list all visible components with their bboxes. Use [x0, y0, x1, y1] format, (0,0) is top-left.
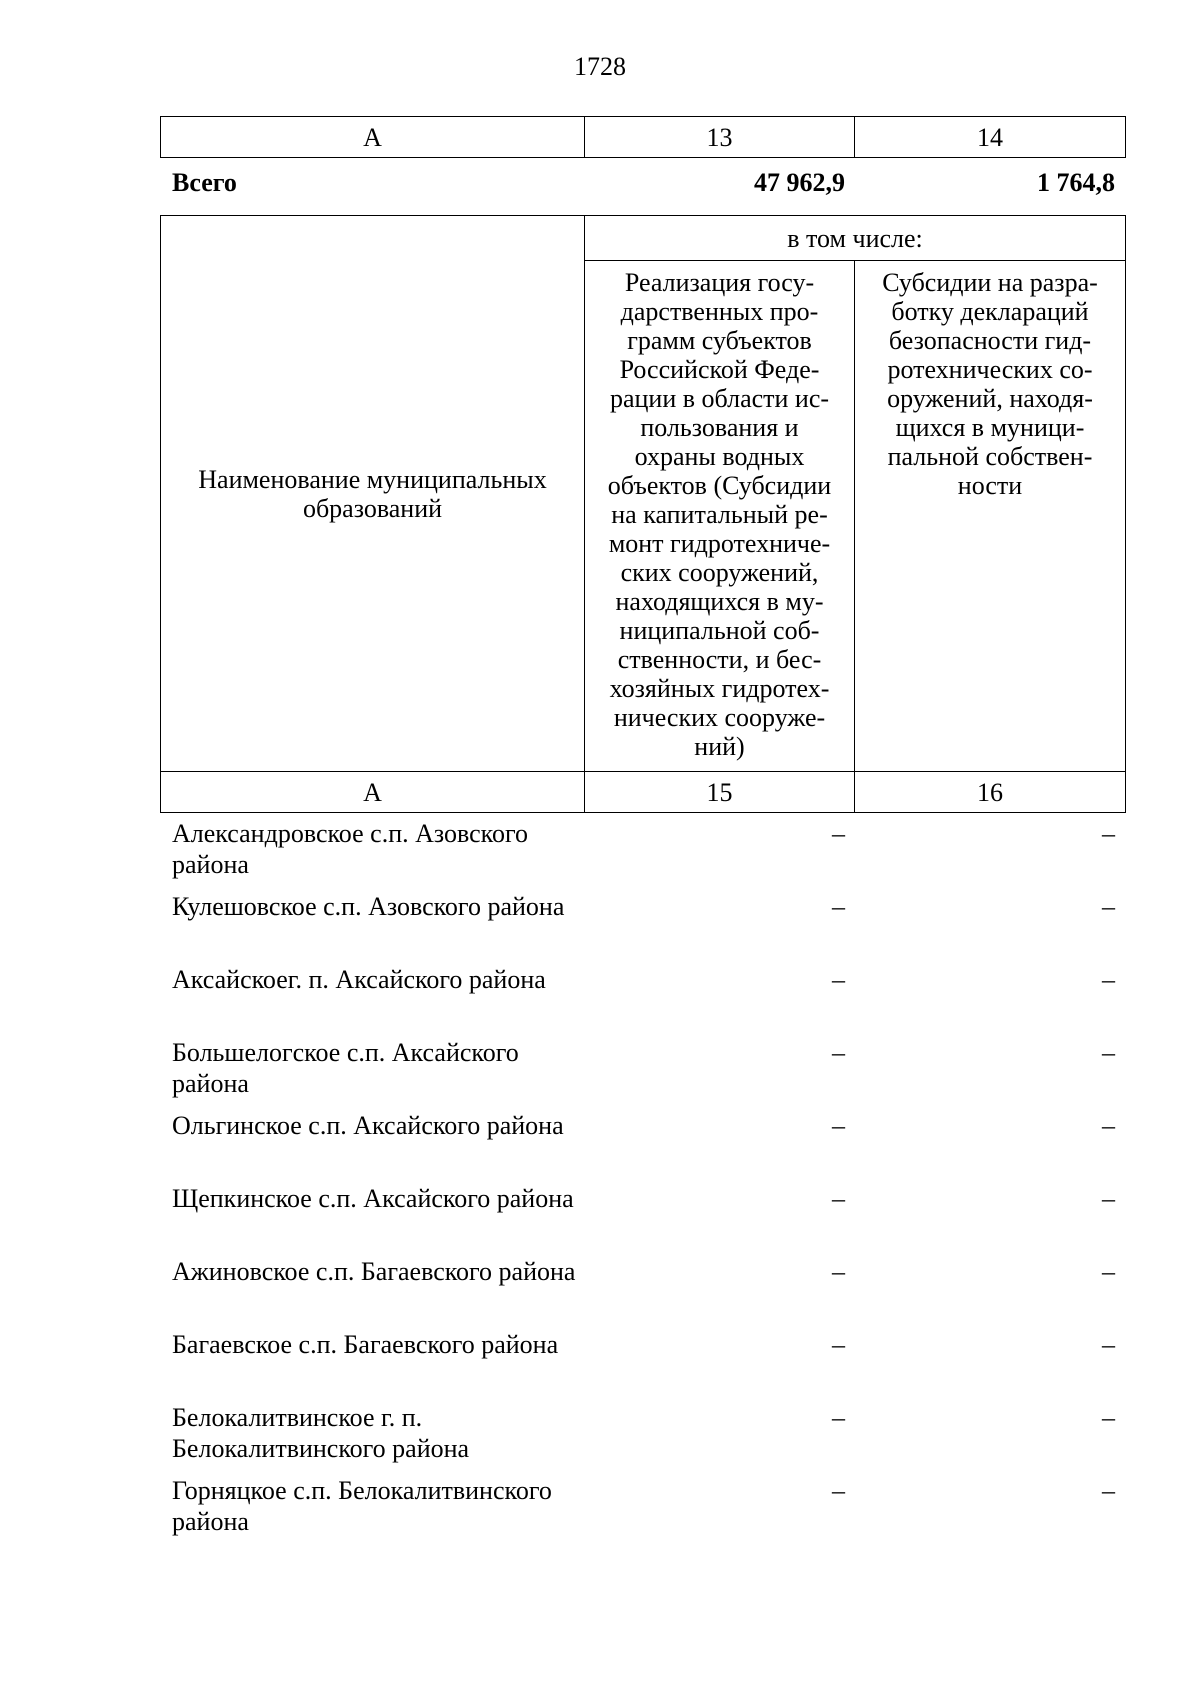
row-value-15: –: [832, 1038, 845, 1067]
row-value-16: –: [1102, 1038, 1115, 1067]
row-name: Белокалитвинское г. п. Белокалитвинского района: [172, 1403, 470, 1463]
row-name: Кулешовское с.п. Азовского района: [172, 892, 565, 921]
table-row: [160, 1475, 1125, 1548]
header-col-16: 16: [855, 772, 1126, 813]
row-name: Багаевское с.п. Багаевского района: [172, 1330, 559, 1359]
total-value-14: 1 764,8: [1037, 168, 1115, 197]
row-value-16: –: [1102, 819, 1115, 848]
column-number-header: [160, 116, 1126, 158]
row-name: Горняцкое с.п. Белокалитвинского района: [172, 1476, 552, 1536]
row-value-16: –: [1102, 1330, 1115, 1359]
row-name: Ольгинское с.п. Аксайского района: [172, 1111, 564, 1140]
table-row: [160, 1183, 1125, 1256]
page-number: 1728: [574, 52, 626, 81]
header-col-15: 15: [585, 772, 855, 813]
table-row: [160, 964, 1125, 1037]
table-row: [160, 1037, 1125, 1110]
row-value-15: –: [832, 819, 845, 848]
row-value-15: –: [832, 1111, 845, 1140]
including-header: в том числе:: [585, 216, 1126, 261]
row-value-15: –: [832, 1330, 845, 1359]
row-value-15: –: [832, 1476, 845, 1505]
row-name: Александровское с.п. Азовского района: [172, 819, 528, 879]
table-row: [160, 1256, 1125, 1329]
row-name: Ажиновское с.п. Багаевского района: [172, 1257, 576, 1286]
table-row: [160, 1329, 1125, 1402]
row-value-16: –: [1102, 1184, 1115, 1213]
row-value-16: –: [1102, 965, 1115, 994]
header-col-a: А: [161, 117, 585, 158]
main-header-table: [160, 215, 1126, 813]
row-value-16: –: [1102, 1476, 1115, 1505]
col-15-title-cell: [585, 261, 855, 772]
name-column-header: [161, 216, 585, 772]
table-row: [160, 1110, 1125, 1183]
row-name: Аксайскоег. п. Аксайского района: [172, 965, 546, 994]
row-value-16: –: [1102, 1111, 1115, 1140]
municipality-list: [160, 818, 1125, 1548]
row-value-15: –: [832, 892, 845, 921]
col-15-title: Реализация госу- дарственных про- грамм субъектов Российской Феде- рации в области ис- пользования и охраны водных объектов (Субсидии на капитальный ре- монт гидротехниче- ских сооружений, находящихся в му- ниципальной соб- ственности, и бес- хозяйных гидротех- нических сооруже- ний): [607, 268, 832, 761]
total-label: Всего: [172, 168, 237, 197]
table-row: [160, 891, 1125, 964]
header-col-13: 13: [585, 117, 855, 158]
row-name: Большелогское с.п. Аксайского района: [172, 1038, 519, 1098]
table-row: [160, 818, 1125, 891]
row-name: Щепкинское с.п. Аксайского района: [172, 1184, 574, 1213]
name-column-header-text: Наименование муниципальных образований: [198, 464, 547, 523]
row-value-15: –: [832, 1257, 845, 1286]
row-value-16: –: [1102, 892, 1115, 921]
table-row: [160, 1402, 1125, 1475]
row-value-16: –: [1102, 1257, 1115, 1286]
row-value-15: –: [832, 965, 845, 994]
row-value-15: –: [832, 1184, 845, 1213]
total-value-13: 47 962,9: [754, 168, 845, 197]
header-col-a-2: А: [161, 772, 585, 813]
col-16-title: Субсидии на разра- ботку деклараций безопасности гид- ротехнических со- оружений, находя- щихся в муници- пальной собствен- ности: [882, 268, 1098, 500]
row-value-15: –: [832, 1403, 845, 1432]
row-value-16: –: [1102, 1403, 1115, 1432]
col-16-title-cell: [855, 261, 1126, 772]
total-row: [160, 160, 1125, 210]
header-col-14: 14: [855, 117, 1126, 158]
